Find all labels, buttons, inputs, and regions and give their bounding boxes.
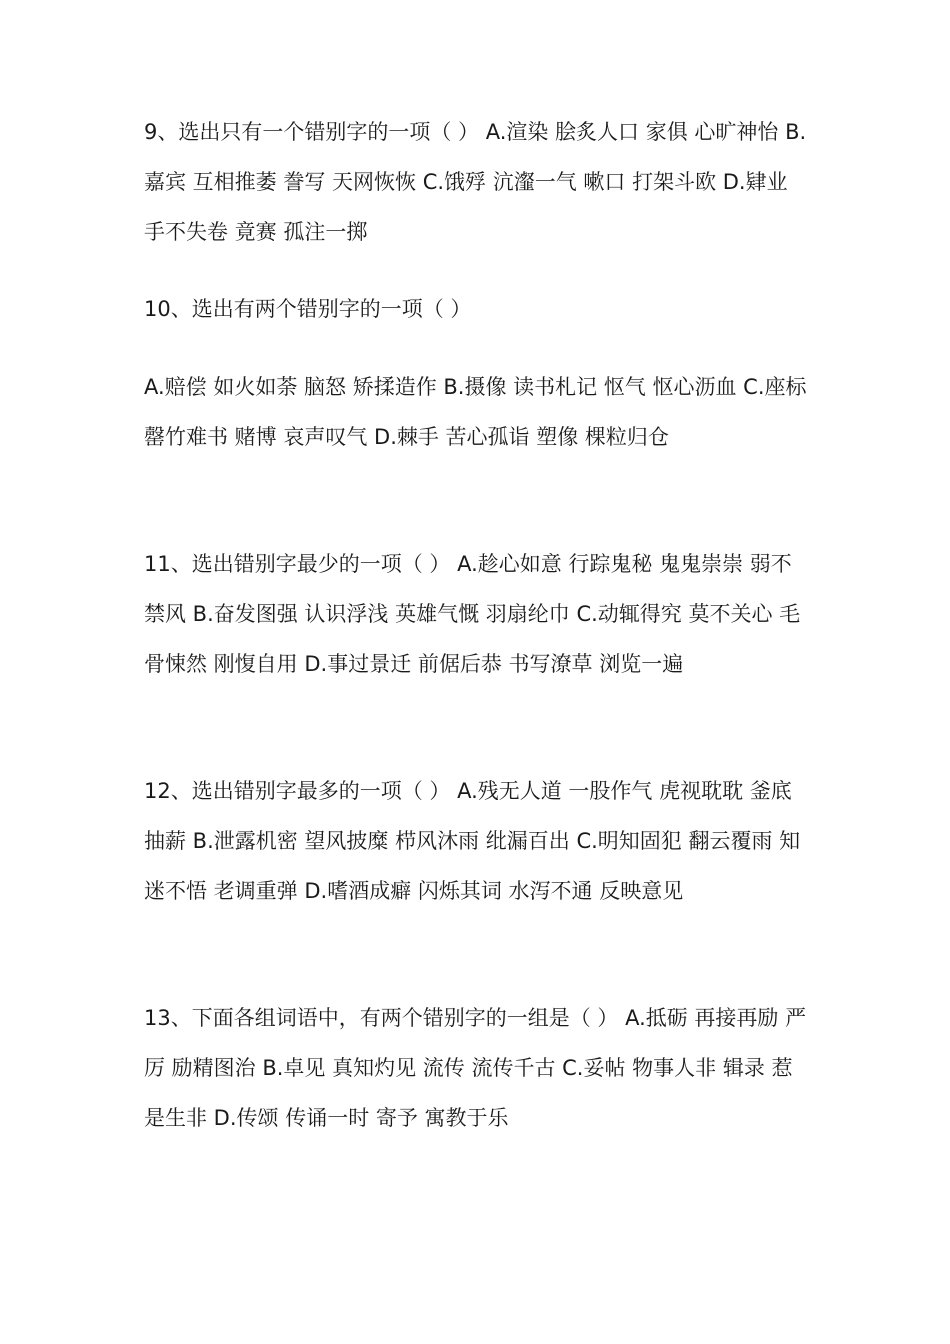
question-9: 9、选出只有一个错别字的一项（ ） A.渲染 脍炙人口 家俱 心旷神怡 B.嘉宾 互相推萎 誊写 天网恢恢 C.饿殍 沆瀣一气 嗽口 打架斗欧 D.肄业 手不失卷 竟赛 孤注一掷 bbox=[144, 120, 807, 244]
question-10-options: A.赔偿 如火如荼 脑怒 矫揉造作 B.摄像 读书札记 怄气 怄心沥血 C.座标 罄竹难书 赌博 哀声叹气 D.棘手 苦心孤诣 塑像 棵粒归仓 bbox=[144, 375, 807, 449]
question-12: 12、选出错别字最多的一项（ ） A.残无人道 一股作气 虎视耽耽 釜底抽薪 B.泄露机密 望风披糜 栉风沐雨 纰漏百出 C.明知固犯 翻云覆雨 知迷不悟 老调重弹 D.嗜酒成癖 闪烁其词 水泻不通 反映意见 bbox=[144, 779, 801, 903]
question-10: 10、选出有两个错别字的一项（ ） bbox=[144, 297, 472, 321]
question-11: 11、选出错别字最少的一项（ ） A.趁心如意 行踪鬼秘 鬼鬼崇崇 弱不禁风 B.奋发图强 认识浮浅 英雄气慨 羽扇纶巾 C.动辄得究 莫不关心 毛骨悚然 刚愎自用 D.事过景迁 前倨后恭 书写潦草 浏览一遍 bbox=[144, 552, 801, 676]
question-13: 13、下面各组词语中，有两个错别字的一组是（ ） A.抵砺 再接再励 严厉 励精图治 B.卓见 真知灼见 流传 流传千古 C.妥帖 物事人非 辑录 惹是生非 D.传颂 传诵一时 寄予 寓教于乐 bbox=[144, 1006, 807, 1130]
